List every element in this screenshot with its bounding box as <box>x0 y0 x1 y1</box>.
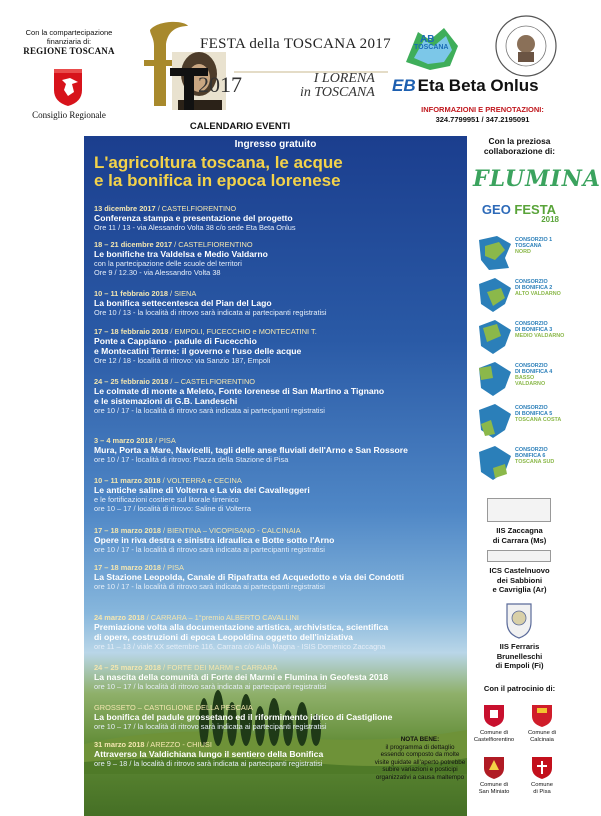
info-phone: 324.7799951 / 347.2195091 <box>435 115 530 124</box>
event-place: / CASTELFIORENTINO <box>172 240 253 249</box>
event-date: 17 – 18 febbraio 2018 <box>94 327 169 336</box>
event-item <box>94 377 462 415</box>
collaboration-heading <box>467 136 572 156</box>
consorzio-line2: BONIFICA 6 <box>515 453 546 459</box>
event-place: / – CASTELFIORENTINO <box>168 377 256 386</box>
consorzio-line2: DI BONIFICA 2 <box>515 285 553 291</box>
event-title: La bonifica settecentesca del Pian del Lago <box>94 298 272 308</box>
event-item <box>94 613 462 651</box>
consorzio-line3: ALTO VALDARNO <box>515 291 561 297</box>
event-date: 10 – 11 febbraio 2018 <box>94 289 168 298</box>
comune-line: Castelfiorentino <box>473 736 515 743</box>
school-line: IIS Ferraris <box>499 642 540 651</box>
consorzio-line1: CONSORZIO 1 <box>515 237 553 243</box>
cofinancing-line1: Con la compartecipazione <box>25 28 113 37</box>
event-date: 24 marzo 2018 <box>94 613 145 622</box>
nota-bene <box>374 736 466 781</box>
event-title: Mura, Porta a Mare, Navicelli, tagli delle anse fluviali dell'Arno e San Rossore <box>94 445 408 455</box>
event-date: 31 marzo 2018 <box>94 740 145 749</box>
collab-line1: Con la preziosa <box>488 136 551 146</box>
castelfiorentino-crest <box>481 702 507 728</box>
geofesta-year: 2018 <box>541 215 559 224</box>
event-details: ore 10 – 17 / la località di ritrovo sarà indicata ai partecipanti registratisi <box>94 682 327 691</box>
cofinancing-block <box>14 28 124 56</box>
event-title: Le bonifiche tra Valdelsa e Medio Valdarno <box>94 249 268 259</box>
partners-sidebar <box>467 136 601 816</box>
event-details: ore 10 – 17 / la località di ritrovo sarà indicata ai partecipanti registratisi <box>94 722 327 731</box>
calcinaia-crest <box>529 702 555 728</box>
consorzio-line1: CONSORZIO <box>515 279 548 285</box>
poster-title-line2: e la bonifica in epoca lorenese <box>94 171 341 190</box>
event-title-cont: e le sistemazioni di G.B. Landeschi <box>94 396 238 406</box>
info-label: INFORMAZIONI E PRENOTAZIONI: <box>421 105 544 114</box>
consorzio-line3: TOSCANA SUD <box>515 459 555 465</box>
school-line: dei Sabbioni <box>496 575 543 585</box>
consorzio-map-icon <box>475 444 515 482</box>
san-miniato-crest <box>481 754 507 780</box>
geofesta-logo <box>471 202 567 224</box>
event-item <box>94 476 462 513</box>
event-details: ore 9 – 18 / la località di ritrovo sarà indicata ai partecipanti registratisi <box>94 759 323 768</box>
patronage-heading: Con il patrocinio di: <box>483 684 556 693</box>
region-name: REGIONE TOSCANA <box>23 46 115 56</box>
event-place: GROSSETO – CASTIGLIONE DELLA PESCAIA <box>94 703 253 712</box>
consorzio-map-icon <box>475 234 515 272</box>
consorzio-map-icon <box>475 276 515 314</box>
cofinancing-line2: finanziaria di: <box>46 37 92 46</box>
lorena-line2: in TOSCANA <box>300 85 375 100</box>
consorzio-line1: CONSORZIO <box>515 321 548 327</box>
consorzio-logo <box>475 234 563 272</box>
event-item <box>94 703 462 731</box>
event-details: Ore 11 / 13 - via Alessandro Volta 38 c/o sede Eta Beta Onlus <box>94 223 296 232</box>
comune-line: Calcinaia <box>530 736 554 743</box>
event-details: Ore 10 / 13 - la località di ritrovo sarà indicata ai partecipanti registratisi <box>94 308 327 317</box>
event-place: / SIENA <box>167 289 197 298</box>
school-line: di Carrara (Ms) <box>492 535 547 545</box>
consorzio-line1: CONSORZIO <box>515 363 548 369</box>
event-title: Ponte a Cappiano - padule di Fucecchio <box>94 336 257 346</box>
comune-line: Comune <box>531 782 553 788</box>
comune-line: Comune di <box>527 730 557 736</box>
comune-line: Comune di <box>479 730 509 736</box>
iis-ferraris-emblem <box>503 600 535 640</box>
event-item <box>94 289 462 317</box>
event-date: 17 – 18 marzo 2018 <box>94 563 161 572</box>
event-item <box>94 204 462 232</box>
geofesta-a: GEO <box>481 202 515 217</box>
event-place: / PISA <box>152 436 176 445</box>
event-date: 17 – 18 marzo 2018 <box>94 526 161 535</box>
eb-mark: EB <box>392 76 416 95</box>
event-date: 3 – 4 marzo 2018 <box>94 436 153 445</box>
consorzio-line3: TOSCANA COSTA <box>515 417 562 423</box>
consorzio-map-icon <box>475 318 515 356</box>
lorena-tagline <box>300 72 375 100</box>
consorzio-logo <box>475 360 563 398</box>
consorzio-line1: CONSORZIO <box>515 447 548 453</box>
event-title: Conferenza stampa e presentazione del progetto <box>94 213 293 223</box>
consorzio-logo <box>475 444 563 482</box>
event-item <box>94 240 462 277</box>
event-extra: ore 10 – 17 / località di ritrovo: Saline di Volterra <box>94 504 251 513</box>
school-iis-ferraris <box>467 642 572 671</box>
council-name: Consiglio Regionale <box>32 110 106 120</box>
event-title: La bonifica del padule grossetano ed il riformimento idrico di Castiglione <box>94 712 393 722</box>
iis-zaccagna-logo <box>487 498 551 522</box>
consorzio-line2: TOSCANA <box>515 243 542 249</box>
event-details: ore 11 – 13 / viale XX settembre 116, Carrara c/o Aula Magna - ISIS Domenico Zaccagna <box>94 642 386 651</box>
event-details: con la partecipazione delle scuole del territori <box>94 259 242 268</box>
svg-text:AB: AB <box>420 34 435 45</box>
consorzio-line3: MEDIO VALDARNO <box>515 333 565 339</box>
event-item <box>94 436 462 464</box>
event-title: La nascita della comunità di Forte dei Marmi e Flumina in Geofesta 2018 <box>94 672 389 682</box>
event-place: / CARRARA – 1°premio ALBERTO CAVALLINI <box>144 613 299 622</box>
organizer-name: Eta Beta Onlus <box>417 76 539 95</box>
header <box>0 0 572 135</box>
school-line: IIS Zaccagna <box>496 526 543 535</box>
collab-line2: collaborazione di: <box>483 146 556 156</box>
event-date: 13 dicembre 2017 <box>94 204 156 213</box>
consorzio-line3: BASSO VALDARNO <box>515 375 546 387</box>
event-details: ore 10 / 17 - località di ritrovo: Piazza della Stazione di Pisa <box>94 455 289 464</box>
comune-label <box>468 730 520 743</box>
consorzio-line3: NORD <box>515 249 531 255</box>
event-place: / CASTELFIORENTINO <box>155 204 237 213</box>
events-poster <box>84 136 467 816</box>
event-title-cont: di opere, costruzioni di epoca Leopoldina oggetto dell'iniziativa <box>94 632 353 642</box>
consorzio-map-icon <box>475 360 515 398</box>
event-title: Opere in riva destra e sinistra idraulica e Botte sotto l'Arno <box>94 535 335 545</box>
poster-title <box>94 154 459 190</box>
event-details: e le fortificazioni costiere sul litorale tirrenico <box>94 495 239 504</box>
event-date: 10 – 11 marzo 2018 <box>94 476 161 485</box>
event-title: Premiazione volta alla documentazione artistica, archivistica, scientifica <box>94 622 389 632</box>
consorzio-logo <box>475 402 563 440</box>
event-item <box>94 563 462 591</box>
school-ics-castelnuovo <box>467 566 572 595</box>
calendar-title: CALENDARIO EVENTI <box>189 121 291 132</box>
comune-line: di Pisa <box>533 788 551 795</box>
entry-notice: Ingresso gratuito <box>234 139 317 150</box>
event-title-cont: e Montecatini Terme: il governo e l'uso delle acque <box>94 346 302 356</box>
event-item <box>94 327 462 365</box>
event-title: Attraverso la Valdichiana lungo il sentiero della Bonifica <box>94 749 324 759</box>
event-place: / FORTE DEI MARMI e CARRARA <box>160 663 278 672</box>
school-line: Brunelleschi <box>496 651 543 661</box>
event-date: 24 – 25 febbraio 2018 <box>94 377 169 386</box>
note-body: il programma di dettaglio essendo composto da molte visite guidate all'aperto potrebbe subire variazioni e posticipi organizzativi a causa maltempo <box>374 743 466 781</box>
event-item <box>94 663 462 691</box>
comune-label <box>468 782 520 795</box>
comune-label <box>516 730 568 743</box>
event-details: Ore 12 / 18 - località di ritrovo: via Sanzio 187, Empoli <box>94 356 271 365</box>
event-title: La Stazione Leopolda, Canale di Ripafratta ed Acquedotto e via dei Condotti <box>94 572 405 582</box>
event-details: ore 10 / 17 - la località di ritrovo sarà indicata ai partecipanti registratisi <box>94 406 325 415</box>
event-details: ore 10 / 17 - la località di ritrovo sarà indicata ai partecipanti registratisi <box>94 545 325 554</box>
school-iis-zaccagna <box>467 526 572 545</box>
comune-line: Comune di <box>479 782 509 788</box>
consorzio-line2: DI BONIFICA 5 <box>515 411 553 417</box>
festa-year: 2017 <box>198 72 242 97</box>
school-line: ICS Castelnuovo <box>489 566 550 575</box>
event-title: Le colmate di monte a Meleto, Fonte lorenese di San Martino a Tignano <box>94 386 385 396</box>
event-place: / PISA <box>160 563 184 572</box>
comune-line: San Miniato <box>478 788 510 795</box>
event-item <box>94 526 462 554</box>
ics-castelnuovo-logo <box>487 550 551 562</box>
event-title: Le antiche saline di Volterra e La via dei Cavalleggeri <box>94 485 310 495</box>
event-place: / EMPOLI, FUCECCHIO e MONTECATINI T. <box>168 327 317 336</box>
lorena-line1: I LORENA <box>313 71 375 86</box>
event-date: 18 – 21 dicembre 2017 <box>94 240 173 249</box>
geofesta-b: FESTA <box>514 202 557 217</box>
event-place: / AREZZO - CHIUSI <box>144 740 212 749</box>
association-seal <box>494 14 558 78</box>
consorzio-line2: DI BONIFICA 3 <box>515 327 553 333</box>
school-line: di Empoli (Fi) <box>495 661 544 670</box>
organizer-logo <box>392 76 539 96</box>
poster-title-line1: L'agricoltura toscana, le acque <box>94 153 343 172</box>
consorzio-logo <box>475 318 563 356</box>
pisa-crest <box>529 754 555 780</box>
event-extra: Ore 9 / 12.30 - via Alessandro Volta 38 <box>94 268 221 277</box>
consorzio-line2: DI BONIFICA 4 <box>515 369 553 375</box>
event-date: 24 – 25 marzo 2018 <box>94 663 161 672</box>
ab-caption: TOSCANA <box>414 44 449 51</box>
festa-title: FESTA della TOSCANA 2017 <box>200 36 391 52</box>
event-place: / VOLTERRA e CECINA <box>160 476 242 485</box>
note-title: NOTA BENE: <box>400 736 440 743</box>
event-place: / BIENTINA – VICOPISANO - CALCINAIA <box>160 526 301 535</box>
consorzio-line1: CONSORZIO <box>515 405 548 411</box>
regione-toscana-logo <box>50 66 86 108</box>
event-item <box>94 740 384 768</box>
flumina-logo: FLUMINA <box>473 166 601 192</box>
consorzio-map-icon <box>475 402 515 440</box>
event-details: ore 10 / 17 - la località di ritrovo sarà indicata ai partecipanti registratisi <box>94 582 325 591</box>
school-line: e Cavriglia (Ar) <box>492 585 547 594</box>
comune-label <box>516 782 568 795</box>
consorzio-logo <box>475 276 563 314</box>
